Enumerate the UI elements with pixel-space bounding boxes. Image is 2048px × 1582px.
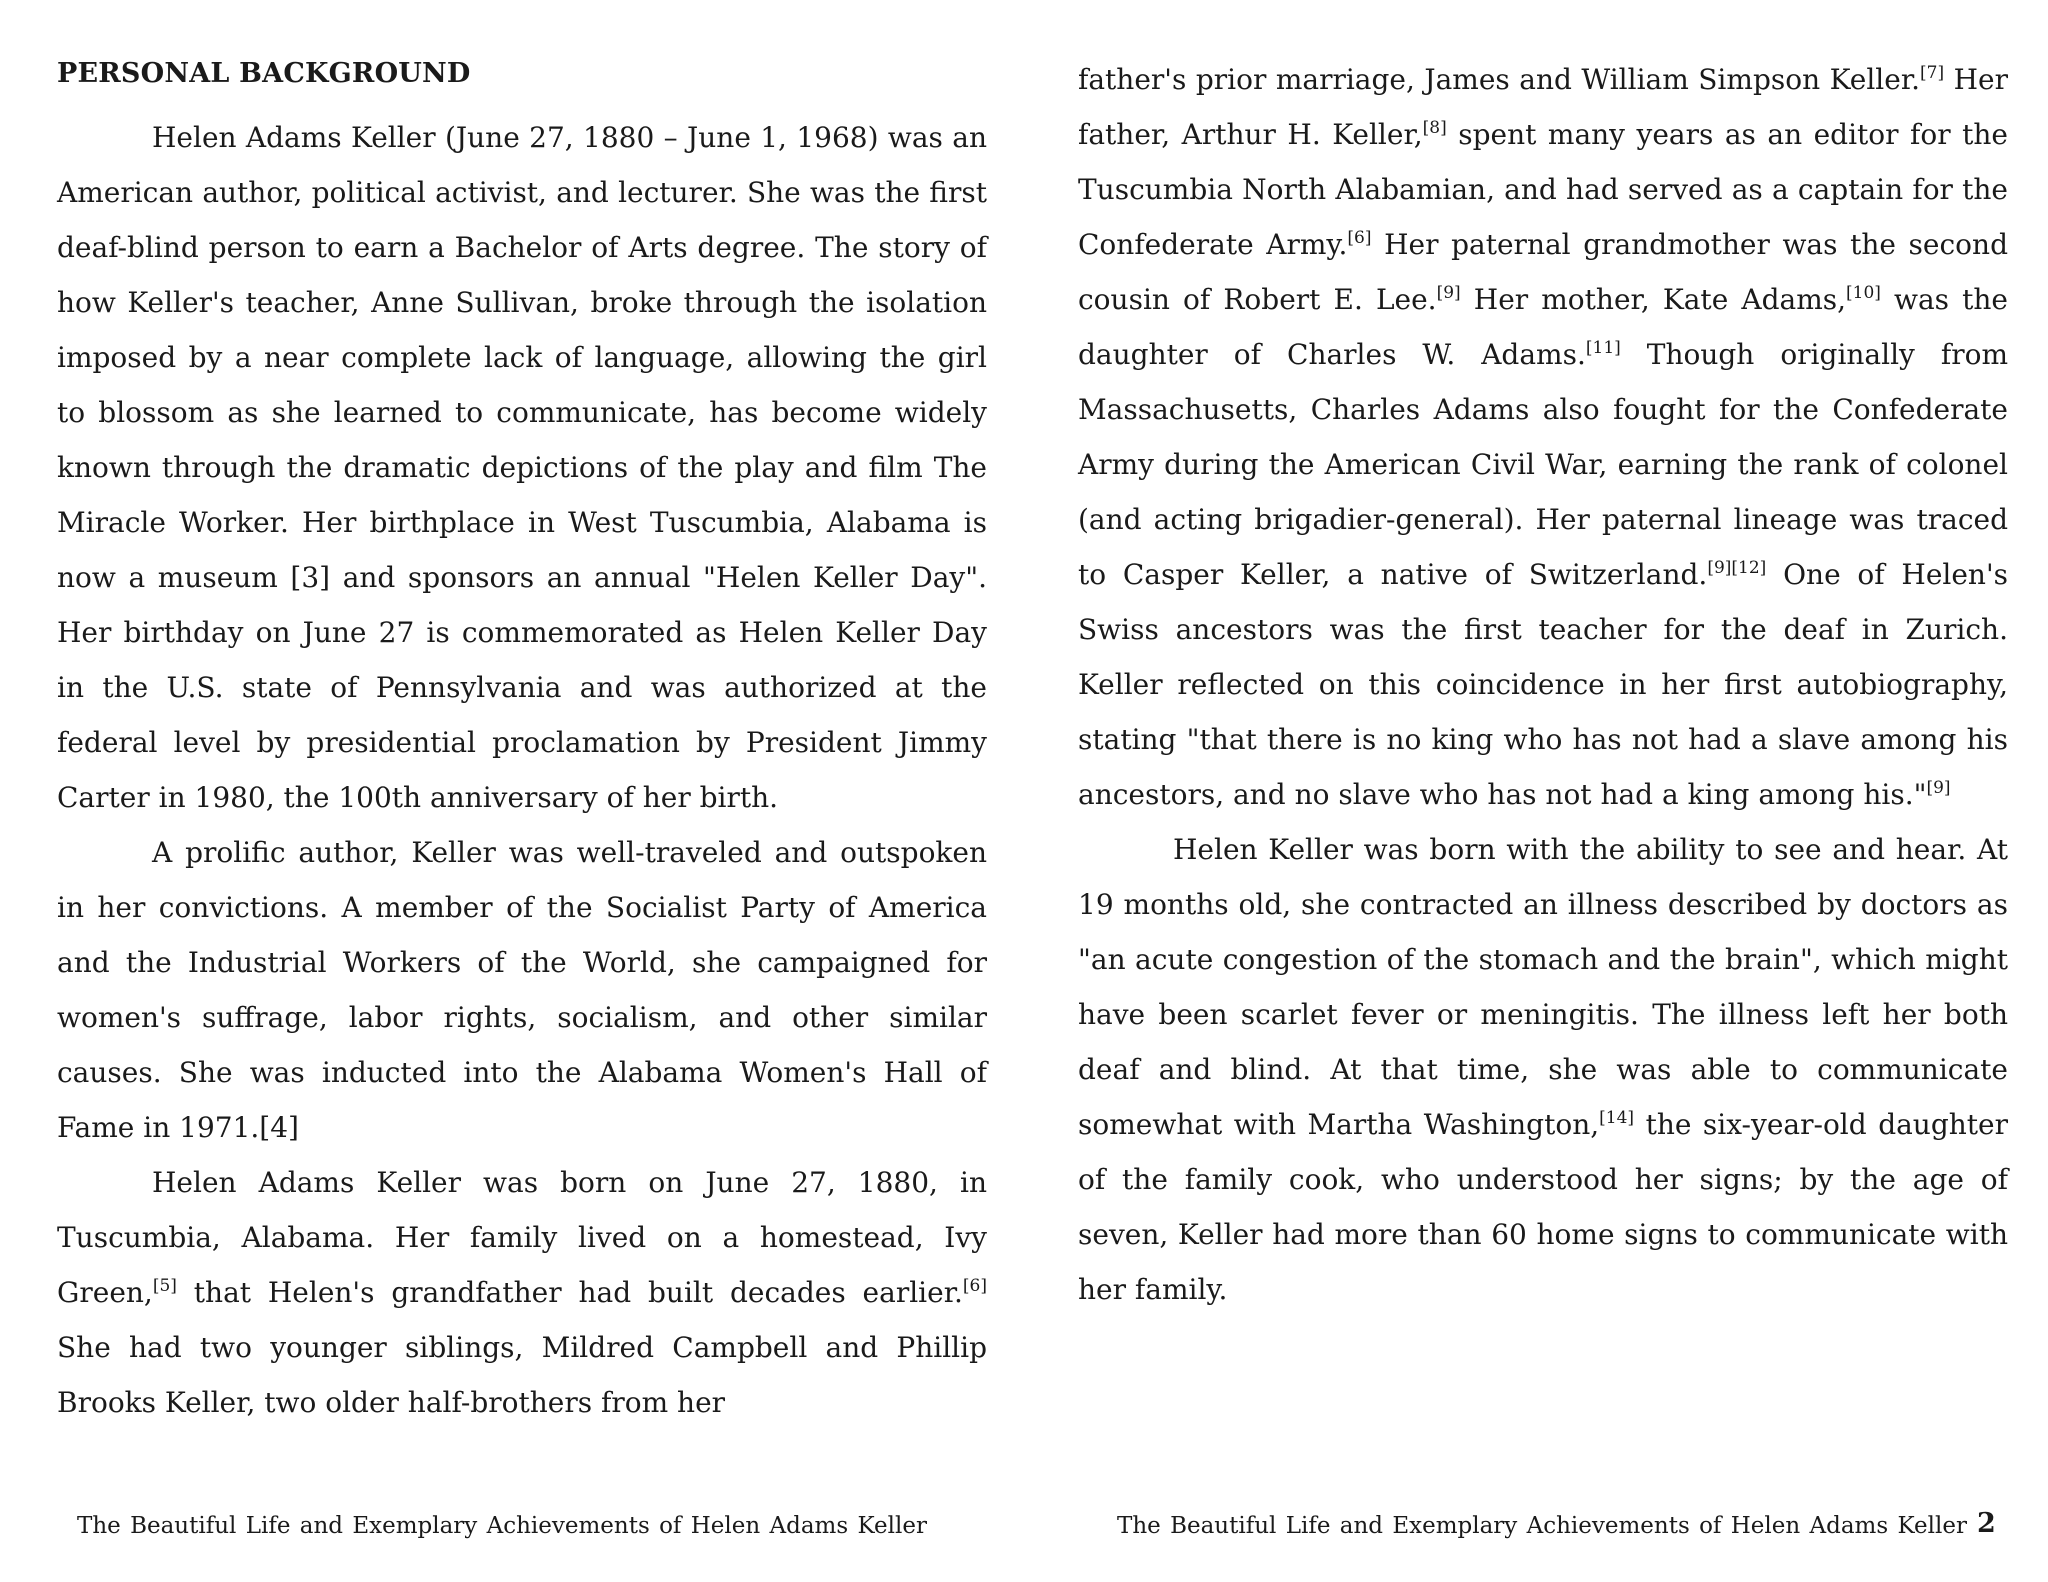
body-paragraph [1078, 822, 2008, 1317]
right-column [1078, 52, 2008, 1317]
left-column [57, 52, 987, 1430]
left-paragraphs [57, 110, 987, 1430]
page-number: 2 [1977, 1508, 1996, 1539]
paragraph-text: that Helen's grandfather had built decades earlier. [176, 1276, 963, 1309]
paragraph-text: Her paternal grandmother was the second cousin of Robert E. Lee. [1078, 228, 2008, 316]
citation-marker: [6] [1347, 227, 1372, 248]
citation-marker: [8] [1422, 117, 1447, 138]
running-footer-right: The Beautiful Life and Exemplary Achievements of Helen Adams Keller [1117, 1513, 1967, 1539]
citation-marker: [9][12] [1707, 557, 1767, 578]
paragraph-text: Helen Keller was born with the ability to see and hear. At 19 months old, she contracted an illness described by doctors as "an acute congestion of the stomach and the brain", which might have been scarlet fever or meningitis. The illness left her both deaf and blind. At that time, she was able to communicate somewhat with Martha Washington, [1078, 833, 2008, 1141]
paragraph-text: She had two younger siblings, Mildred Campbell and Phillip Brooks Keller, two older half-brothers from her [57, 1331, 987, 1419]
citation-marker: [9] [1436, 282, 1461, 303]
body-paragraph [57, 825, 987, 1155]
section-heading: PERSONAL BACKGROUND [57, 58, 471, 89]
citation-marker: [5] [152, 1275, 177, 1296]
body-paragraph [57, 1155, 987, 1430]
paragraph-text: Helen Adams Keller (June 27, 1880 – June 1, 1968) was an American author, political activist, and lecturer. She was the first deaf-blind person to earn a Bachelor of Arts degree. The story of how Keller's teacher, Anne Sullivan, broke through the isolation imposed by a near complete lack of language, allowing the girl to blossom as she learned to communicate, has become widely known through the dramatic depictions of the play and film The Miracle Worker. Her birthplace in West Tuscumbia, Alabama is now a museum [3] and sponsors an annual "Helen Keller Day". Her birthday on June 27 is commemorated as Helen Keller Day in the U.S. state of Pennsylvania and was authorized at the federal level by presidential proclamation by President Jimmy Carter in 1980, the 100th anniversary of her birth. [57, 121, 987, 814]
citation-marker: [7] [1920, 62, 1945, 83]
citation-marker: [9] [1926, 777, 1951, 798]
paragraph-text: Helen Adams Keller was born on June 27, 1880, in Tuscumbia, Alabama. Her family lived on a homestead, Ivy Green, [57, 1166, 987, 1309]
citation-marker: [11] [1585, 337, 1621, 358]
right-paragraphs [1078, 52, 2008, 1317]
citation-marker: [10] [1846, 282, 1881, 303]
citation-marker: [6] [962, 1275, 987, 1296]
paragraph-text: Though originally from Massachusetts, Charles Adams also fought for the Confederate Army during the American Civil War, earning the rank of colonel (and acting brigadier-general). Her paternal lineage was traced to Casper Keller, a native of Switzerland. [1078, 338, 2008, 591]
paragraph-text: Her mother, Kate Adams, [1460, 283, 1847, 316]
paragraph-text: the six-year-old daughter of the family cook, who understood her signs; by the age of seven, Keller had more than 60 home signs to communicate with her family. [1078, 1108, 2009, 1306]
body-paragraph [57, 110, 987, 825]
paragraph-text: A prolific author, Keller was well-traveled and outspoken in her convictions. A member of the Socialist Party of America and the Industrial Workers of the World, she campaigned for women's suffrage, labor rights, socialism, and other similar causes. She was inducted into the Alabama Women's Hall of Fame in 1971.[4] [57, 836, 987, 1144]
paragraph-text: Her father, Arthur H. Keller, [1078, 63, 2008, 151]
paragraph-text: One of Helen's Swiss ancestors was the first teacher for the deaf in Zurich. Keller reflected on this coincidence in her first autobiography, stating "that there is no king who has not had a slave among his ancestors, and no slave who has not had a king among his." [1078, 558, 2009, 811]
body-paragraph [1078, 52, 2008, 822]
running-footer-left: The Beautiful Life and Exemplary Achievements of Helen Adams Keller [77, 1513, 927, 1539]
citation-marker: [14] [1599, 1107, 1635, 1128]
paragraph-text: father's prior marriage, James and William Simpson Keller. [1078, 63, 1921, 96]
paragraph-text: was the daughter of Charles W. Adams. [1078, 283, 2009, 371]
paragraph-text: spent many years as an editor for the Tuscumbia North Alabamian, and had served as a captain for the Confederate Army. [1078, 118, 2009, 261]
